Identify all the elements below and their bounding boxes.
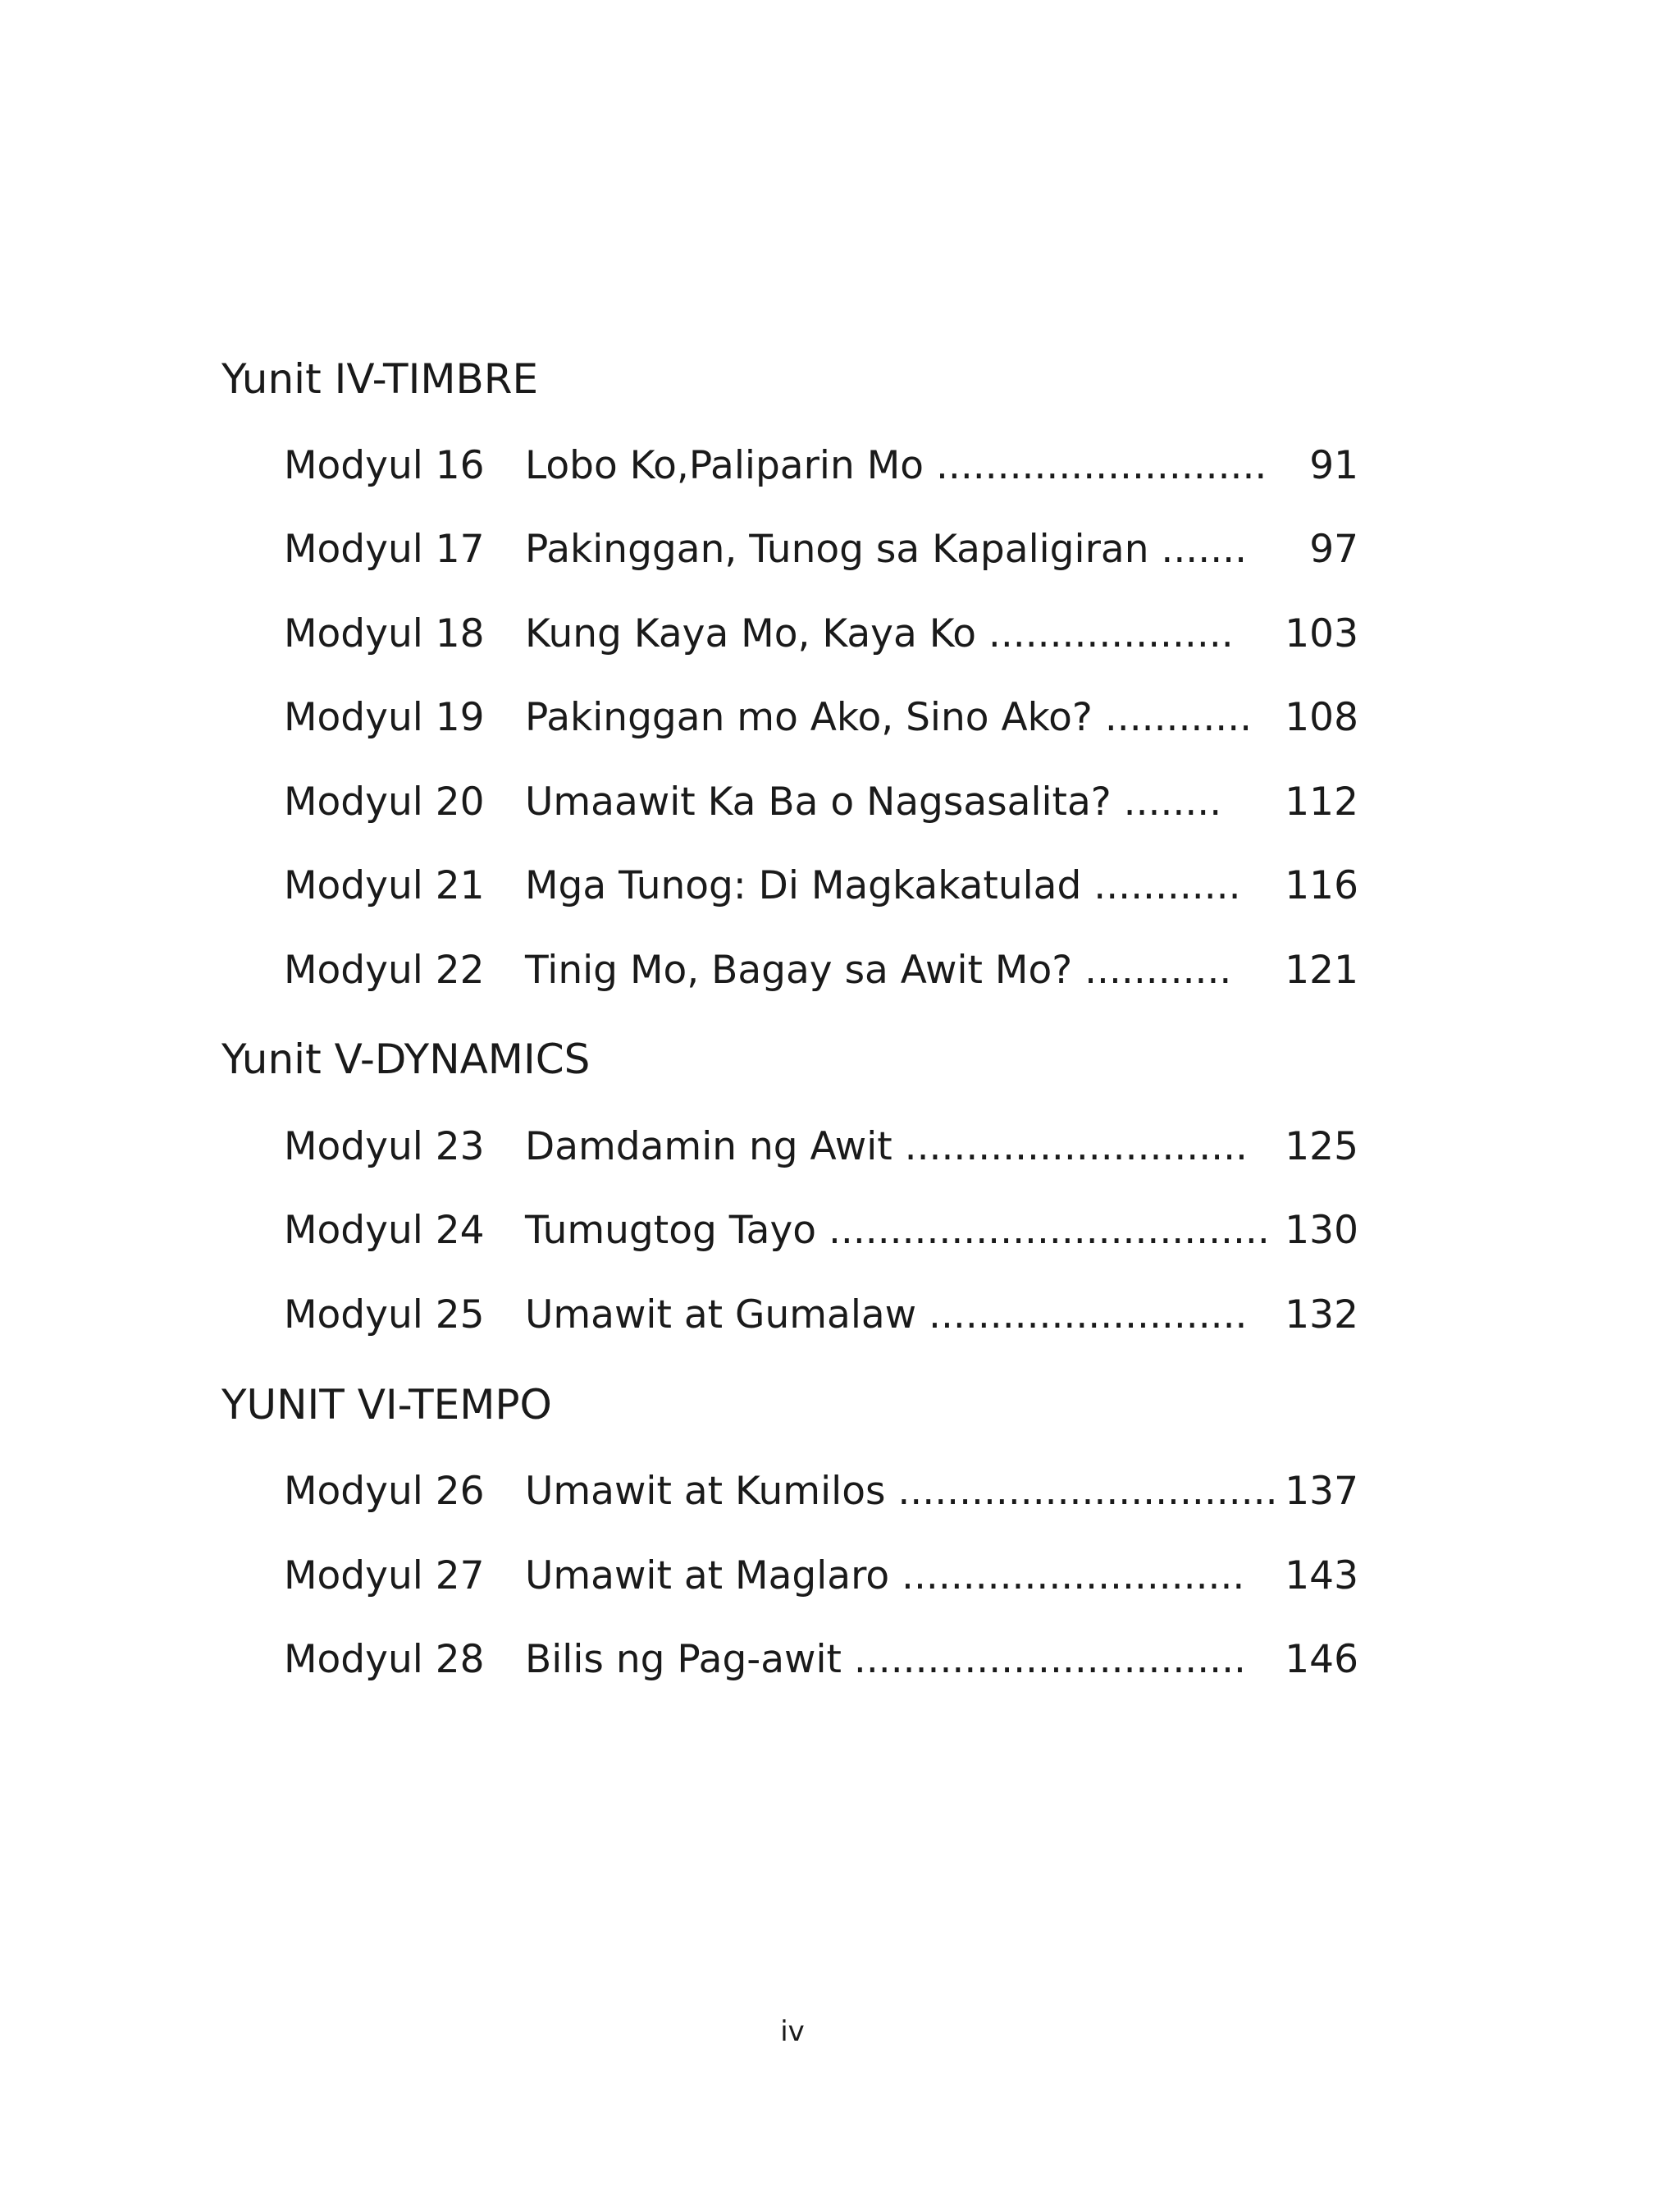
toc-entry bbox=[284, 1206, 1358, 1255]
module-page-number: 116 bbox=[1285, 863, 1358, 908]
module-title: Umawit at Kumilos ............................... bbox=[525, 1469, 1278, 1514]
toc-entry bbox=[284, 778, 1358, 827]
module-title: Tinig Mo, Bagay sa Awit Mo? ............ bbox=[525, 948, 1232, 993]
toc-entry bbox=[284, 610, 1358, 659]
page-number: iv bbox=[780, 2015, 805, 2048]
module-label: Modyul 28 bbox=[284, 1637, 485, 1682]
module-title: Pakinggan mo Ako, Sino Ako? ............ bbox=[525, 695, 1253, 740]
module-title: Pakinggan, Tunog sa Kapaligiran ....... bbox=[525, 527, 1248, 572]
toc-entry bbox=[284, 1635, 1358, 1685]
module-page-number: 125 bbox=[1285, 1124, 1358, 1169]
module-label: Modyul 22 bbox=[284, 948, 485, 993]
module-page-number: 130 bbox=[1285, 1208, 1358, 1253]
module-label: Modyul 17 bbox=[284, 527, 485, 572]
module-label: Modyul 21 bbox=[284, 863, 485, 908]
toc-entry bbox=[284, 1552, 1358, 1601]
unit-heading-iv: Yunit IV-TIMBRE bbox=[221, 355, 539, 403]
toc-entry bbox=[284, 525, 1358, 574]
module-page-number: 112 bbox=[1285, 780, 1358, 825]
module-page-number: 132 bbox=[1285, 1292, 1358, 1337]
module-label: Modyul 23 bbox=[284, 1124, 485, 1169]
module-label: Modyul 20 bbox=[284, 780, 485, 825]
module-label: Modyul 25 bbox=[284, 1292, 485, 1337]
module-page-number: 137 bbox=[1285, 1469, 1358, 1514]
module-title: Umawit at Gumalaw .......................... bbox=[525, 1292, 1248, 1337]
module-page-number: 146 bbox=[1285, 1637, 1358, 1682]
module-page-number: 108 bbox=[1285, 695, 1358, 740]
module-page-number: 143 bbox=[1285, 1553, 1358, 1598]
toc-entry bbox=[284, 946, 1358, 995]
module-title: Kung Kaya Mo, Kaya Ko .................... bbox=[525, 611, 1234, 656]
toc-entry bbox=[284, 1467, 1358, 1516]
unit-heading-v: Yunit V-DYNAMICS bbox=[221, 1036, 591, 1083]
module-page-number: 97 bbox=[1309, 527, 1358, 572]
module-label: Modyul 18 bbox=[284, 611, 485, 656]
module-page-number: 103 bbox=[1285, 611, 1358, 656]
toc-entry bbox=[284, 441, 1358, 491]
toc-entry bbox=[284, 1291, 1358, 1340]
module-label: Modyul 19 bbox=[284, 695, 485, 740]
module-title: Umawit at Maglaro ............................ bbox=[525, 1553, 1245, 1598]
module-title: Lobo Ko,Paliparin Mo ........................... bbox=[525, 443, 1267, 488]
module-title: Damdamin ng Awit ............................ bbox=[525, 1124, 1248, 1169]
module-title: Umaawit Ka Ba o Nagsasalita? ........ bbox=[525, 780, 1222, 825]
module-page-number: 121 bbox=[1285, 948, 1358, 993]
module-page-number: 91 bbox=[1309, 443, 1358, 488]
toc-entry bbox=[284, 1122, 1358, 1172]
module-label: Modyul 27 bbox=[284, 1553, 485, 1598]
module-label: Modyul 24 bbox=[284, 1208, 485, 1253]
module-title: Mga Tunog: Di Magkakatulad ............ bbox=[525, 863, 1241, 908]
unit-heading-vi: YUNIT VI-TEMPO bbox=[221, 1381, 552, 1429]
module-title: Bilis ng Pag-awit ................................ bbox=[525, 1637, 1246, 1682]
module-label: Modyul 16 bbox=[284, 443, 485, 488]
module-label: Modyul 26 bbox=[284, 1469, 485, 1514]
toc-entry bbox=[284, 862, 1358, 911]
module-title: Tumugtog Tayo .................................... bbox=[525, 1208, 1270, 1253]
toc-entry bbox=[284, 693, 1358, 743]
